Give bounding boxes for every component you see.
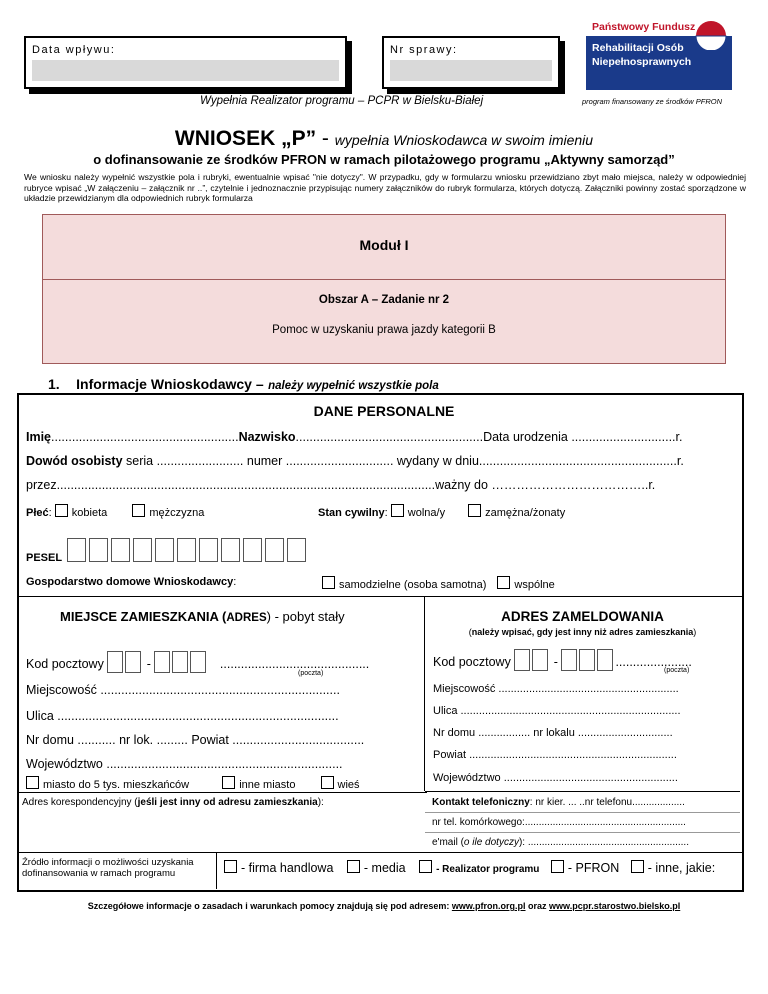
poczta-left-label: (poczta) bbox=[298, 670, 324, 677]
gospodarstwo-options: samodzielne (osoba samotna) wspólne bbox=[322, 576, 555, 591]
miejscowosc-type-row: miasto do 5 tys. mieszkańców inne miasto wieś bbox=[26, 776, 360, 791]
divider bbox=[17, 596, 744, 597]
imie-field[interactable]: ...................................................... bbox=[51, 430, 239, 444]
mezczyzna-checkbox[interactable] bbox=[132, 504, 145, 517]
przez-field[interactable]: przez.............................................................................................................ważny do ………………………………..r. bbox=[26, 478, 656, 492]
poczta-right-field[interactable]: ...................... bbox=[615, 655, 692, 669]
pesel-digit-box[interactable] bbox=[89, 538, 108, 562]
dowod-field[interactable]: seria ......................... numer ............................... wydany w dniu.........................................................r. bbox=[122, 454, 684, 468]
stan-row: Stan cywilny: wolna/y zamężna/żonaty bbox=[318, 504, 565, 519]
personal-heading: DANE PERSONALNE bbox=[313, 403, 455, 419]
miejsce-heading: MIEJSCE ZAMIESZKANIA (ADRES) - pobyt stały bbox=[60, 609, 345, 624]
pesel-digit-box[interactable] bbox=[155, 538, 174, 562]
pesel-digit-box[interactable] bbox=[111, 538, 130, 562]
name-row: Imię......................................................Nazwisko......................................................Data urodzenia ..............................r. bbox=[26, 430, 683, 444]
wspolne-checkbox[interactable] bbox=[497, 576, 510, 589]
powiat-right-field[interactable]: Powiat .................................................................... bbox=[433, 749, 677, 761]
dowod-row: Dowód osobisty seria ......................... numer ............................... wydany w dniu.........................................................r. bbox=[26, 454, 684, 468]
samodzielne-checkbox[interactable] bbox=[322, 576, 335, 589]
pesel-digit-box[interactable] bbox=[243, 538, 262, 562]
kod-left-row: Kod pocztowy - ........................................... bbox=[26, 651, 369, 673]
nr-right-field[interactable]: Nr domu ................. nr lokalu ............................... bbox=[433, 727, 673, 739]
nr-sprawy-box bbox=[382, 36, 560, 89]
divider bbox=[17, 792, 427, 793]
pfron-note: program finansowany ze środków PFRON bbox=[582, 97, 723, 106]
telefon-field[interactable]: : nr kier. ... ..nr telefonu................... bbox=[529, 797, 685, 808]
nr-left-field[interactable]: Nr domu ........... nr lok. ......... Powiat ...................................... bbox=[26, 733, 365, 747]
logo-emblem-icon bbox=[694, 20, 728, 50]
source-options: - firma handlowa - media - Realizator programu - PFRON - inne, jakie: bbox=[224, 860, 715, 875]
miejscowosc-left-field[interactable]: Miejscowość ..................................................................... bbox=[26, 683, 340, 697]
miasto-5-checkbox[interactable] bbox=[26, 776, 39, 789]
pfron-checkbox[interactable] bbox=[551, 860, 564, 873]
module-area: Obszar A – Zadanie nr 2 bbox=[318, 294, 450, 306]
inne-checkbox[interactable] bbox=[631, 860, 644, 873]
pesel-digit-box[interactable] bbox=[265, 538, 284, 562]
zamezna-checkbox[interactable] bbox=[468, 504, 481, 517]
data-wplywu-field[interactable] bbox=[32, 60, 339, 81]
kod-digit-box[interactable] bbox=[154, 651, 170, 673]
module-description: Pomoc w uzyskaniu prawa jazdy kategorii B bbox=[272, 324, 496, 336]
divider bbox=[425, 832, 740, 833]
inne-miasto-checkbox[interactable] bbox=[222, 776, 235, 789]
module-title: Moduł I bbox=[359, 237, 409, 253]
divider bbox=[17, 852, 742, 853]
kod-digit-box[interactable] bbox=[125, 651, 141, 673]
data-urodzenia-field[interactable]: Data urodzenia ..............................r. bbox=[483, 430, 683, 444]
pesel-digit-box[interactable] bbox=[133, 538, 152, 562]
media-checkbox[interactable] bbox=[347, 860, 360, 873]
kod-digit-box[interactable] bbox=[172, 651, 188, 673]
nazwisko-field[interactable]: ...................................................... bbox=[295, 430, 484, 444]
pesel-row: PESEL bbox=[26, 538, 309, 564]
data-wplywu-box bbox=[24, 36, 347, 89]
komorkowy-field[interactable]: nr tel. komórkowego:.......................................................... bbox=[432, 817, 686, 828]
kod-digit-box[interactable] bbox=[514, 649, 530, 671]
nr-sprawy-label: Nr sprawy: bbox=[390, 44, 458, 56]
page-title: WNIOSEK „P” - wypełnia Wnioskodawca w swoim imieniu bbox=[174, 127, 594, 150]
pfron-link[interactable]: www.pfron.org.pl bbox=[451, 901, 526, 911]
wolna-checkbox[interactable] bbox=[391, 504, 404, 517]
ulica-right-field[interactable]: Ulica ........................................................................ bbox=[433, 705, 681, 717]
module-box bbox=[42, 214, 726, 364]
pesel-digit-box[interactable] bbox=[177, 538, 196, 562]
poczta-right-label: (poczta) bbox=[664, 667, 690, 674]
pfron-logo: Państwowy Fundusz Rehabilitacji Osób Niepełnosprawnych bbox=[586, 18, 732, 90]
firma-handlowa-checkbox[interactable] bbox=[224, 860, 237, 873]
miejscowosc-right-field[interactable]: Miejscowość ........................................................... bbox=[433, 683, 679, 695]
ulica-left-field[interactable]: Ulica ................................................................................. bbox=[26, 709, 339, 723]
wies-checkbox[interactable] bbox=[321, 776, 334, 789]
divider bbox=[425, 812, 740, 813]
nr-sprawy-field[interactable] bbox=[390, 60, 552, 81]
pcpr-link[interactable]: www.pcpr.starostwo.bielsko.pl bbox=[549, 901, 681, 911]
kod-digit-box[interactable] bbox=[597, 649, 613, 671]
email-field[interactable]: ): .......................................................... bbox=[518, 837, 689, 848]
kod-digit-box[interactable] bbox=[561, 649, 577, 671]
realizator-note: Wypełnia Realizator programu – PCPR w Bielsku-Białej bbox=[200, 95, 484, 107]
plec-row: Płeć: kobieta mężczyzna bbox=[26, 504, 204, 519]
koresp-label: Adres korespondencyjny (jeśli jest inny od adresu zamieszkania): bbox=[22, 797, 324, 808]
divider bbox=[216, 852, 217, 889]
zameldowanie-heading: ADRES ZAMELDOWANIA bbox=[501, 609, 664, 624]
kobieta-checkbox[interactable] bbox=[55, 504, 68, 517]
kod-digit-box[interactable] bbox=[532, 649, 548, 671]
divider bbox=[43, 279, 725, 280]
data-wplywu-label: Data wpływu: bbox=[32, 44, 116, 56]
pesel-digit-box[interactable] bbox=[287, 538, 306, 562]
kod-digit-box[interactable] bbox=[107, 651, 123, 673]
realizator-checkbox[interactable] bbox=[419, 860, 432, 873]
poczta-left-field[interactable]: ........................................... bbox=[219, 657, 370, 671]
kod-digit-box[interactable] bbox=[579, 649, 595, 671]
subtitle: o dofinansowanie ze środków PFRON w ramach pilotażowego programu „Aktywny samorząd” bbox=[93, 152, 675, 167]
pesel-digit-box[interactable] bbox=[221, 538, 240, 562]
gospodarstwo-row: Gospodarstwo domowe Wnioskodawcy: bbox=[26, 576, 237, 588]
wojewodztwo-right-field[interactable]: Województwo ......................................................... bbox=[433, 772, 678, 784]
wojewodztwo-left-field[interactable]: Województwo .................................................................... bbox=[26, 757, 343, 771]
pesel-digit-box[interactable] bbox=[67, 538, 86, 562]
kontakt-row: Kontakt telefoniczny: nr kier. ... ..nr telefonu................... bbox=[432, 797, 685, 808]
zameldowanie-note: (należy wpisać, gdy jest inny niż adres zamieszkania) bbox=[468, 627, 697, 637]
pesel-digit-box[interactable] bbox=[199, 538, 218, 562]
section1-heading: 1. Informacje Wnioskodawcy – należy wypełnić wszystkie pola bbox=[48, 376, 439, 392]
kod-right-row: Kod pocztowy - ...................... bbox=[433, 649, 692, 671]
source-label: Źródło informacji o możliwości uzyskania dofinansowania w ramach programu bbox=[22, 857, 194, 879]
footer: Szczegółowe informacje o zasadach i warunkach pomocy znajdują się pod adresem: www.pfron.org.pl oraz www.pcpr.starostwo.bielsko.pl bbox=[87, 901, 681, 911]
email-row: e'mail (o ile dotyczy): .......................................................... bbox=[432, 837, 689, 848]
instructions: We wniosku należy wypełnić wszystkie pola i rubryki, ewentualnie wpisać "nie dotyczy". W przypadku, gdy w formularzu wniosku przewidziano zbyt mało miejsca, należy w odpowiedniej rubryce wpisać „W załączeniu – załącznik nr ..”, czytelnie i jednoznacznie przypisując numery załączników do rubryk formularza, których dotyczą. Załączniki powinny zostać sporządzone w układzie przewidzianym dla odpowiednich rubryk formularza bbox=[24, 172, 746, 203]
kod-digit-box[interactable] bbox=[190, 651, 206, 673]
